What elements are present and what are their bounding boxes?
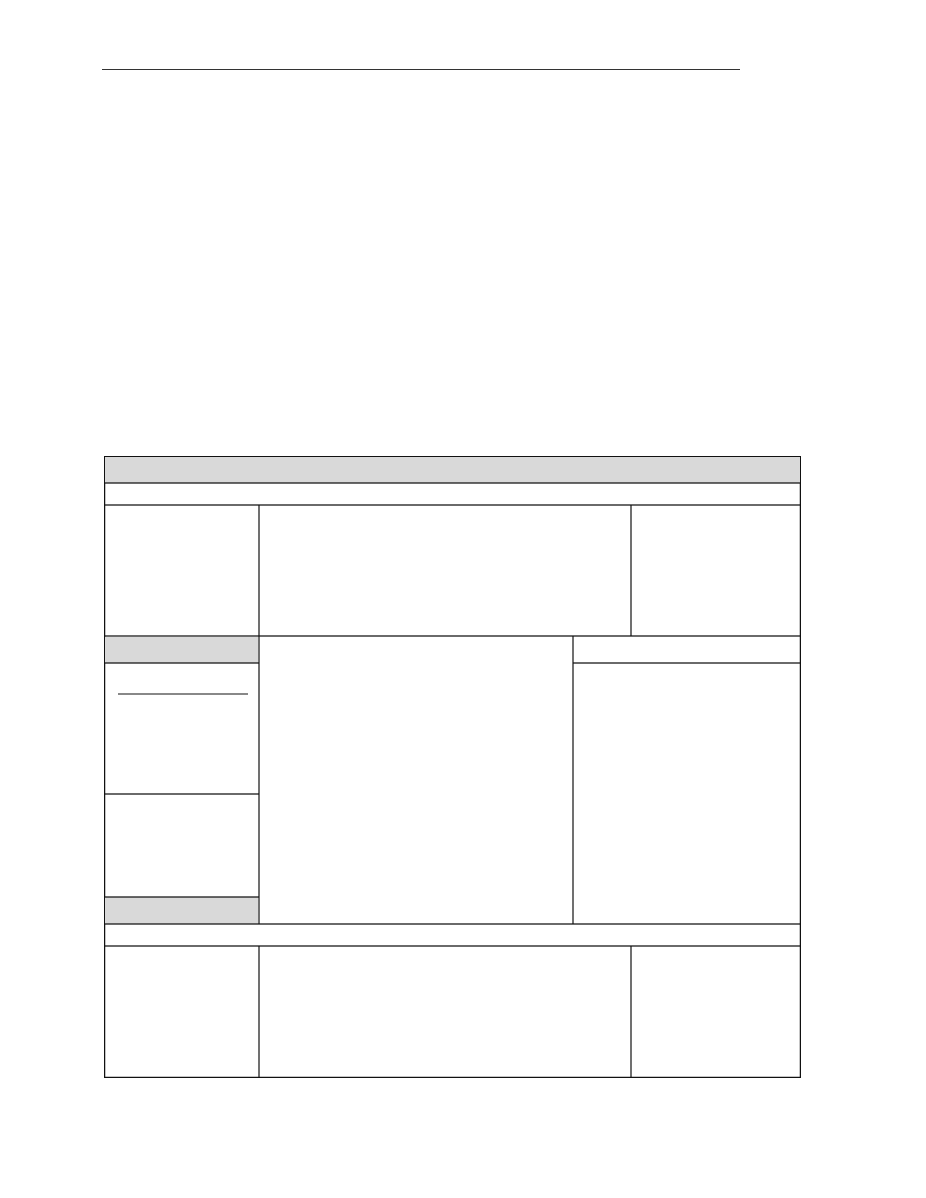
header-rule [102, 69, 740, 70]
left-column [72, 114, 436, 145]
right-column [472, 114, 836, 128]
before-firing-bar [105, 457, 800, 483]
running-header [72, 60, 836, 80]
data-book-form [104, 456, 801, 1078]
